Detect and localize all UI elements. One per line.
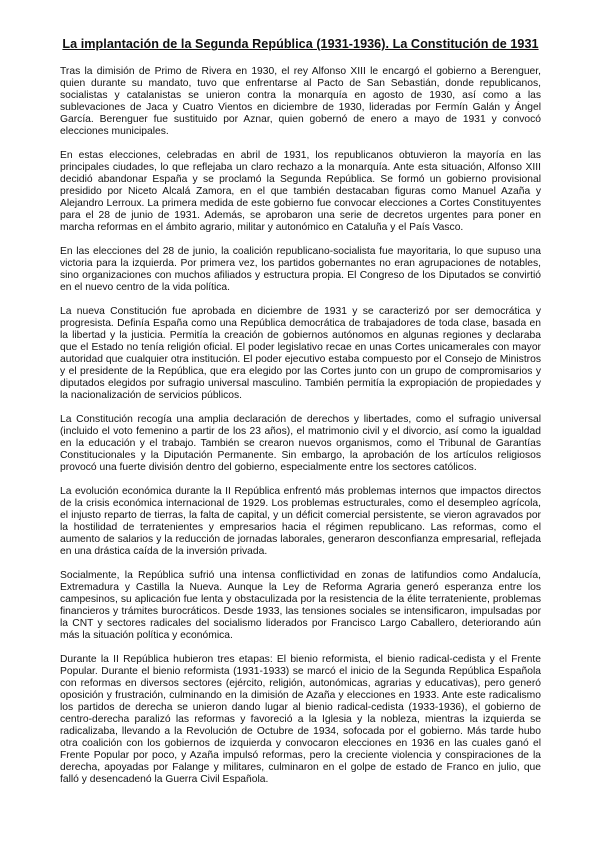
paragraph-june-elections: En las elecciones del 28 de junio, la coalición republicano-socialista fue mayoritaria, lo que supuso una victoria para la izquierda. Por primera vez, los partidos gobernantes no eran agrupaciones de notables, sino organizaciones con muchos afiliados y estructura propia. El Congreso de los Diputados se convirtió en el nuevo centro de la vida política.	[60, 246, 541, 293]
document-page	[60, 36, 541, 798]
paragraph-economy: La evolución económica durante la II República enfrentó más problemas internos que impactos directos de la crisis económica internacional de 1929. Los problemas estructurales, como el desempleo agrícola, el injusto reparto de tierras, la falta de capital, y un déficit comercial persistente, se vieron agravados por la hostilidad de terratenientes y empresarios hacia el régimen republicano. Las reformas, como el aumento de salarios y la reducción de jornadas laborales, generaron desconfianza empresarial, reflejada en una drástica caída de la inversión privada.	[60, 486, 541, 557]
document-title: La implantación de la Segunda República (1931-1936). La Constitución de 1931	[62, 37, 539, 51]
paragraph-society: Socialmente, la República sufrió una intensa conflictividad en zonas de latifundios como Andalucía, Extremadura y Castilla la Nueva. Aunque la Ley de Reforma Agraria generó esperanza entre los campesinos, su aplicación fue lenta y obstaculizada por la resistencia de la élite terrateniente, problemas financieros y trámites burocráticos. Desde 1933, las tensiones sociales se intensificaron, impulsadas por la CNT y sectores radicales del socialismo liderados por Francisco Largo Caballero, deteriorando aún más la situación política y económica.	[60, 570, 541, 641]
paragraph-rights: La Constitución recogía una amplia declaración de derechos y libertades, como el sufragio universal (incluido el voto femenino a partir de los 23 años), el matrimonio civil y el divorcio, así como la igualdad en la educación y el trabajo. También se crearon nuevos organismos, como el Tribunal de Garantías Constitucionales y la Diputación Permanente. Sin embargo, la aprobación de los artículos religiosos provocó una fuerte división dentro del gobierno, especialmente entre los sectores católicos.	[60, 414, 541, 473]
paragraph-stages: Durante la II República hubieron tres etapas: El bienio reformista, el bienio radical-cedista y el Frente Popular. Durante el bienio reformista (1931-1933) se marcó el inicio de la Segunda República Española con reformas en diversos sectores (ejército, religión, autonómicas, agrarias y educativas), pero generó oposición y frustración, culminando en la dimisión de Azaña y elecciones en 1933. Ante este radicalismo los partidos de derecha se unieron dando lugar al bienio radical-cedista (1933-1936), el gobierno de centro-derecha paralizó las reformas y favoreció a la Iglesia y la nobleza, mientras la izquierda se radicalizaba, llevando a la Revolución de Octubre de 1934, sofocada por el gobierno. Más tarde hubo otra coalición con los gobiernos de izquierda y convocaron elecciones en 1936 en las cuales ganó el Frente Popular por poco, y Azaña impulsó reformas, pero la creciente violencia y conspiraciones de la derecha, apoyadas por Falange y militares, culminaron en el golpe de estado de Franco en julio, que falló y desencadenó la Guerra Civil Española.	[60, 654, 541, 785]
paragraph-constitution: La nueva Constitución fue aprobada en diciembre de 1931 y se caracterizó por ser democrática y progresista. Definía España como una República democrática de trabajadores de toda clase, basada en la libertad y la justicia. Permitía la creación de gobiernos autónomos en algunas regiones y declaraba que el Estado no tenía religión oficial. El poder legislativo recae en unas Cortes unicamerales con mayor autoridad que cualquier otra institución. El poder ejecutivo estaba compuesto por el Consejo de Ministros y el presidente de la República, que era elegido por las Cortes junto con un grupo de compromisarios y diputados elegidos por sufragio universal masculino. También permitía la expropiación de propiedades y la nacionalización de servicios públicos.	[60, 306, 541, 401]
paragraph-municipal-elections: En estas elecciones, celebradas en abril de 1931, los republicanos obtuvieron la mayoría en las principales ciudades, lo que reflejaba un claro rechazo a la monarquía. Ante esta situación, Alfonso XIII decidió abandonar España y se proclamó la Segunda República. Se formó un gobierno provisional presidido por Niceto Alcalá Zamora, en el que también destacaban figuras como Manuel Azaña y Alejandro Lerroux. La primera medida de este gobierno fue convocar elecciones a Cortes Constituyentes para el 28 de junio de 1931. Además, se aprobaron una serie de decretos urgentes para poner en marcha reformas en el ámbito agrario, militar y autonómico en Cataluña y el País Vasco.	[60, 150, 541, 233]
paragraph-fall-of-monarchy: Tras la dimisión de Primo de Rivera en 1930, el rey Alfonso XIII le encargó el gobierno a Berenguer, quien durante su mandato, tuvo que enfrentarse al Pacto de San Sebastián, donde republicanos, socialistas y catalanistas se unieron contra la monarquía en agosto de 1930, así como a las sublevaciones de Jaca y Cuatro Vientos en diciembre de 1930, lideradas por Fermín Galán y Ángel García. Berenguer fue sustituido por Aznar, quien gobernó de enero a mayo de 1931 y convocó elecciones municipales.	[60, 66, 541, 137]
